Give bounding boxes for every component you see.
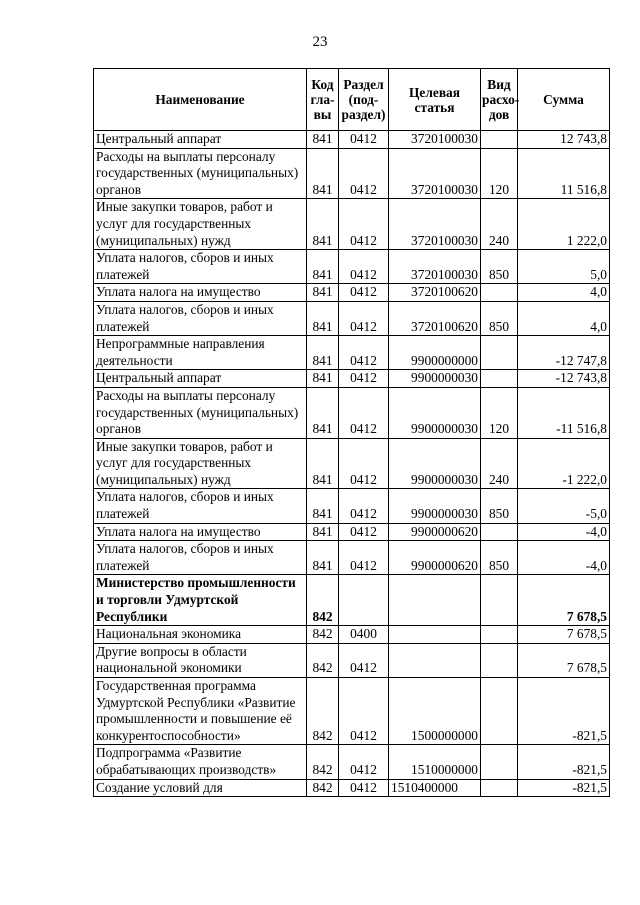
row-section: 0412 <box>339 541 389 575</box>
row-name: Подпрограмма «Развитие обрабатывающих производств» <box>94 745 307 779</box>
row-section: 0400 <box>339 626 389 644</box>
header-name: Наименование <box>94 69 307 131</box>
row-name: Иные закупки товаров, работ и услуг для государственных (муниципальных) нужд <box>94 199 307 250</box>
header-target-article: Целевая статья <box>389 69 481 131</box>
row-name: Расходы на выплаты персоналу государственных (муниципальных) органов <box>94 387 307 438</box>
row-name: Уплата налогов, сборов и иных платежей <box>94 250 307 284</box>
row-chapter-code: 842 <box>307 626 339 644</box>
row-expense-type: 850 <box>481 489 518 523</box>
row-expense-type <box>481 626 518 644</box>
row-sum: 7 678,5 <box>518 626 610 644</box>
row-target-article: 1510400000 <box>389 779 481 797</box>
row-expense-type <box>481 284 518 302</box>
row-sum: 1 222,0 <box>518 199 610 250</box>
row-target-article: 3720100620 <box>389 284 481 302</box>
row-target-article: 1500000000 <box>389 678 481 745</box>
row-name: Министерство промышленности и торговли Удмуртской Республики <box>94 575 307 626</box>
table-row <box>94 779 610 797</box>
table-row <box>94 148 610 199</box>
row-name: Уплата налогов, сборов и иных платежей <box>94 541 307 575</box>
row-sum: -821,5 <box>518 745 610 779</box>
row-section: 0412 <box>339 199 389 250</box>
row-target-article: 3720100030 <box>389 131 481 149</box>
row-chapter-code: 841 <box>307 489 339 523</box>
row-section: 0412 <box>339 489 389 523</box>
row-sum: 5,0 <box>518 250 610 284</box>
row-section: 0412 <box>339 387 389 438</box>
table-body <box>94 131 610 797</box>
header-chapter-code: Код гла-вы <box>307 69 339 131</box>
table-row <box>94 575 610 626</box>
row-sum: 4,0 <box>518 284 610 302</box>
row-sum: 11 516,8 <box>518 148 610 199</box>
row-expense-type <box>481 745 518 779</box>
row-target-article: 1510000000 <box>389 745 481 779</box>
table-row <box>94 250 610 284</box>
row-name: Расходы на выплаты персоналу государственных (муниципальных) органов <box>94 148 307 199</box>
row-section: 0412 <box>339 745 389 779</box>
budget-table <box>93 68 610 797</box>
row-target-article: 3720100030 <box>389 148 481 199</box>
row-section: 0412 <box>339 370 389 388</box>
row-chapter-code: 841 <box>307 250 339 284</box>
row-sum: 4,0 <box>518 301 610 335</box>
row-sum: -4,0 <box>518 541 610 575</box>
row-sum: 7 678,5 <box>518 643 610 677</box>
table-row <box>94 284 610 302</box>
row-sum: -1 222,0 <box>518 438 610 489</box>
header-section: Раздел (под-раздел) <box>339 69 389 131</box>
row-chapter-code: 842 <box>307 779 339 797</box>
row-expense-type <box>481 131 518 149</box>
row-name: Иные закупки товаров, работ и услуг для государственных (муниципальных) нужд <box>94 438 307 489</box>
row-chapter-code: 841 <box>307 199 339 250</box>
row-section: 0412 <box>339 131 389 149</box>
row-expense-type <box>481 643 518 677</box>
table-row <box>94 301 610 335</box>
row-chapter-code: 842 <box>307 745 339 779</box>
row-name: Уплата налога на имущество <box>94 284 307 302</box>
row-chapter-code: 841 <box>307 541 339 575</box>
row-expense-type: 240 <box>481 199 518 250</box>
row-expense-type: 850 <box>481 301 518 335</box>
table-row <box>94 370 610 388</box>
row-sum: 12 743,8 <box>518 131 610 149</box>
row-name: Непрограммные направления деятельности <box>94 336 307 370</box>
row-section: 0412 <box>339 250 389 284</box>
row-section: 0412 <box>339 148 389 199</box>
table-row <box>94 745 610 779</box>
row-expense-type <box>481 575 518 626</box>
row-chapter-code: 841 <box>307 131 339 149</box>
row-section: 0412 <box>339 336 389 370</box>
row-sum: 7 678,5 <box>518 575 610 626</box>
table-row <box>94 678 610 745</box>
row-target-article: 3720100030 <box>389 250 481 284</box>
row-name: Уплата налогов, сборов и иных платежей <box>94 301 307 335</box>
row-section: 0412 <box>339 284 389 302</box>
row-name: Уплата налога на имущество <box>94 523 307 541</box>
table-row <box>94 199 610 250</box>
row-section: 0412 <box>339 643 389 677</box>
row-sum: -821,5 <box>518 779 610 797</box>
row-sum: -12 747,8 <box>518 336 610 370</box>
table-row <box>94 643 610 677</box>
row-section: 0412 <box>339 678 389 745</box>
row-section: 0412 <box>339 523 389 541</box>
row-expense-type <box>481 336 518 370</box>
row-target-article: 9900000000 <box>389 336 481 370</box>
row-target-article: 9900000030 <box>389 387 481 438</box>
row-expense-type <box>481 523 518 541</box>
row-sum: -5,0 <box>518 489 610 523</box>
row-section: 0412 <box>339 301 389 335</box>
row-section: 0412 <box>339 438 389 489</box>
row-chapter-code: 842 <box>307 678 339 745</box>
row-target-article: 9900000030 <box>389 438 481 489</box>
table-row <box>94 387 610 438</box>
row-target-article <box>389 626 481 644</box>
row-name: Создание условий для <box>94 779 307 797</box>
row-name: Другие вопросы в области национальной экономики <box>94 643 307 677</box>
table-row <box>94 336 610 370</box>
table-row <box>94 131 610 149</box>
row-chapter-code: 841 <box>307 370 339 388</box>
row-chapter-code: 841 <box>307 523 339 541</box>
row-target-article: 3720100030 <box>389 199 481 250</box>
row-sum: -821,5 <box>518 678 610 745</box>
row-name: Уплата налогов, сборов и иных платежей <box>94 489 307 523</box>
row-expense-type: 850 <box>481 541 518 575</box>
row-expense-type: 240 <box>481 438 518 489</box>
row-target-article <box>389 575 481 626</box>
row-sum: -12 743,8 <box>518 370 610 388</box>
row-chapter-code: 841 <box>307 336 339 370</box>
row-expense-type: 850 <box>481 250 518 284</box>
row-target-article: 9900000030 <box>389 370 481 388</box>
row-chapter-code: 841 <box>307 387 339 438</box>
row-expense-type: 120 <box>481 387 518 438</box>
row-target-article: 9900000030 <box>389 489 481 523</box>
row-expense-type <box>481 678 518 745</box>
table-row <box>94 489 610 523</box>
table-row <box>94 523 610 541</box>
row-sum: -11 516,8 <box>518 387 610 438</box>
row-name: Национальная экономика <box>94 626 307 644</box>
table-row <box>94 438 610 489</box>
row-sum: -4,0 <box>518 523 610 541</box>
row-chapter-code: 841 <box>307 284 339 302</box>
header-sum: Сумма <box>518 69 610 131</box>
table-row <box>94 626 610 644</box>
page-number: 23 <box>312 34 328 50</box>
row-target-article: 9900000620 <box>389 541 481 575</box>
header-expense-type: Вид расхо-дов <box>481 69 518 131</box>
row-name: Центральный аппарат <box>94 370 307 388</box>
row-section <box>339 575 389 626</box>
table-row <box>94 541 610 575</box>
row-chapter-code: 842 <box>307 643 339 677</box>
row-chapter-code: 841 <box>307 148 339 199</box>
row-target-article: 3720100620 <box>389 301 481 335</box>
row-expense-type <box>481 370 518 388</box>
row-target-article: 9900000620 <box>389 523 481 541</box>
row-expense-type: 120 <box>481 148 518 199</box>
row-chapter-code: 841 <box>307 438 339 489</box>
row-chapter-code: 842 <box>307 575 339 626</box>
row-expense-type <box>481 779 518 797</box>
row-chapter-code: 841 <box>307 301 339 335</box>
row-name: Государственная программа Удмуртской Республики «Развитие промышленности и повышение её конкурентоспособности» <box>94 678 307 745</box>
table-header-row <box>94 69 610 131</box>
row-name: Центральный аппарат <box>94 131 307 149</box>
row-section: 0412 <box>339 779 389 797</box>
row-target-article <box>389 643 481 677</box>
